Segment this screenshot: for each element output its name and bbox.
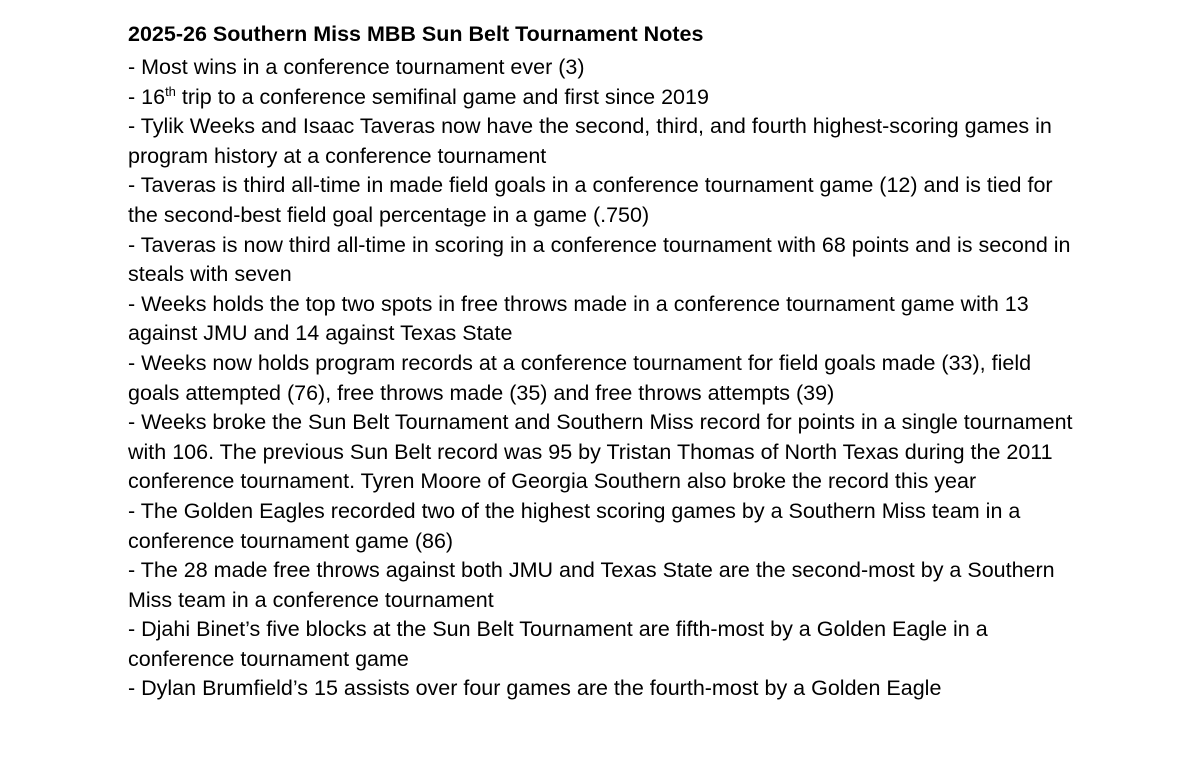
note-item: - Tylik Weeks and Isaac Taveras now have the second, third, and fourth highest-scoring games in program history at a conference tournament xyxy=(128,114,1052,168)
note-item: - Taveras is now third all-time in scoring in a conference tournament with 68 points and is second in steals with seven xyxy=(128,232,1071,287)
document xyxy=(128,19,1078,704)
ordinal-suffix: th xyxy=(165,83,176,99)
note-item: - Most wins in a conference tournament ever (3) xyxy=(128,55,585,79)
note-item: - Weeks holds the top two spots in free throws made in a conference tournament game with 13 against JMU and 14 against Texas State xyxy=(128,291,1029,346)
note-item: - The 28 made free throws against both JMU and Texas State are the second-most by a Southern Miss team in a conference tournament xyxy=(128,558,1055,612)
document-title: 2025-26 Southern Miss MBB Sun Belt Tournament Notes xyxy=(128,22,704,46)
note-item: - Weeks now holds program records at a conference tournament for field goals made (33), field goals attempted (76), free throws made (35) and free throws attempts (39) xyxy=(128,350,1032,405)
note-item: - Djahi Binet’s five blocks at the Sun Belt Tournament are fifth-most by a Golden Eagle in a conference tournament game xyxy=(128,617,988,671)
note-text: trip to a conference semifinal game and first since 2019 xyxy=(175,84,709,109)
note-text: - 16 xyxy=(128,84,166,109)
note-item: - Weeks broke the Sun Belt Tournament and Southern Miss record for points in a single tournament with 106. The previous Sun Belt record was 95 by Tristan Thomas of North Texas during the 2011 conference tournament. Tyren Moore of Georgia Southern also broke the record this year xyxy=(128,410,1073,494)
note-item: - Taveras is third all-time in made field goals in a conference tournament game (12) and is tied for the second-best field goal percentage in a game (.750) xyxy=(128,173,1053,227)
note-item: - The Golden Eagles recorded two of the highest scoring games by a Southern Miss team in a conference tournament game (86) xyxy=(128,498,1021,553)
notes-list xyxy=(128,53,1078,704)
note-item: - Dylan Brumfield’s 15 assists over four games are the fourth-most by a Golden Eagle xyxy=(128,676,942,701)
note-item xyxy=(128,83,1078,113)
